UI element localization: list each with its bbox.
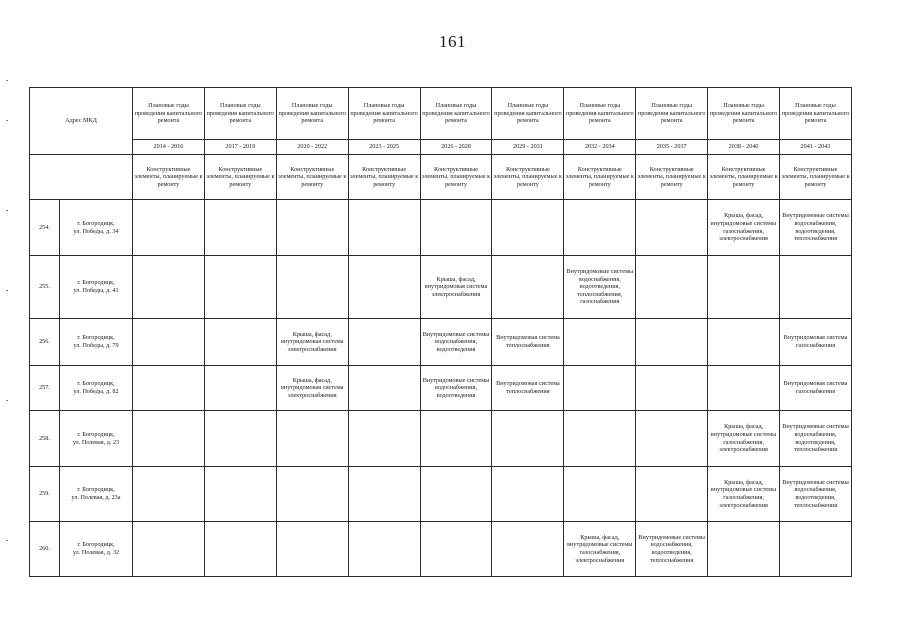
address-line: ул. Полевая, д. 32 [72,549,120,556]
address-cell [60,256,133,319]
address-cell [60,366,133,411]
repair-cell: Внутридомовая система газоснабжения [780,366,852,411]
page-number: 161 [439,32,466,51]
row-number: 256. [30,319,60,366]
repair-cell [564,319,636,366]
address-line: г. Богородицк, [77,430,115,438]
column-header-elements: Конструктивные элементы, планируемые к ремонту [564,155,636,200]
column-header-period: 2026 - 2028 [420,140,492,155]
table-row [30,467,852,522]
address-line: ул. Полевая, д. 23а [71,494,121,501]
repair-cell [204,200,276,256]
repair-cell [204,256,276,319]
repair-cell [204,319,276,366]
repair-cell [636,467,708,522]
column-header-period: 2035 - 2037 [636,140,708,155]
repair-cell [636,366,708,411]
repair-cell [636,200,708,256]
repair-cell: Крыша, фасад, внутридомовые системы газоснабжения, электроснабжения [708,200,780,256]
column-header-planned: Плановые годы проведения капитального ремонта [492,88,564,140]
repair-cell: Внутридомовые системы водоснабжения, водоотведения [420,319,492,366]
column-header-elements: Конструктивные элементы, планируемые к ремонту [204,155,276,200]
repair-cell [133,200,205,256]
column-header-planned: Плановые годы проведения капитального ремонта [564,88,636,140]
address-line: г. Богородицк, [77,541,115,549]
header-row-period [30,140,852,155]
address-line: ул. Победы, д. 41 [73,287,119,294]
repair-cell [492,522,564,577]
repair-cell [420,467,492,522]
repair-cell [708,256,780,319]
address-header-blank [30,155,133,200]
repair-cell [636,256,708,319]
address-line: ул. Полевая, д. 23 [72,438,120,446]
repair-cell: Внутридомовые системы водоснабжения, водоотведения, теплоснабжения [780,200,852,256]
scan-mark [6,80,8,81]
repair-cell: Крыша, фасад, внутридомовые системы газоснабжения, электроснабжения [708,411,780,467]
repair-cell: Крыша, фасад, внутридомовая система электроснабжения [276,366,348,411]
repair-cell [564,366,636,411]
address-line: ул. Победы, д. 82 [73,388,119,395]
repair-cell [420,200,492,256]
address-header: Адрес МКД [30,88,133,155]
repair-cell: Внутридомовые системы водоснабжения, водоотведения, теплоснабжения [780,467,852,522]
repair-cell [708,366,780,411]
repair-cell [133,411,205,467]
repair-cell: Крыша, фасад, внутридомовая система электроснабжения [276,319,348,366]
repair-cell [492,256,564,319]
repair-cell [420,411,492,467]
repair-cell [348,366,420,411]
repair-cell [636,319,708,366]
row-number: 260. [30,522,60,577]
column-header-planned: Плановые годы проведения капитального ремонта [708,88,780,140]
repair-cell: Внутридомовая система газоснабжения [780,319,852,366]
repair-cell [636,411,708,467]
row-number: 259. [30,467,60,522]
address-cell [60,200,133,256]
scan-mark [6,210,8,211]
table-row [30,256,852,319]
repair-cell [564,200,636,256]
column-header-planned: Плановые годы проведения капитального ремонта [133,88,205,140]
scan-mark [6,120,8,121]
column-header-period: 2029 - 2031 [492,140,564,155]
column-header-period: 2014 - 2016 [133,140,205,155]
repair-cell [348,467,420,522]
column-header-elements: Конструктивные элементы, планируемые к ремонту [636,155,708,200]
repair-cell [492,411,564,467]
scan-mark [6,400,8,401]
column-header-elements: Конструктивные элементы, планируемые к ремонту [708,155,780,200]
column-header-elements: Конструктивные элементы, планируемые к ремонту [133,155,205,200]
repair-cell: Внутридомовая система теплоснабжения [492,366,564,411]
repair-cell [492,200,564,256]
repair-cell [276,467,348,522]
column-header-planned: Плановые годы проведения капитального ремонта [636,88,708,140]
scan-mark [6,290,8,291]
repair-cell [276,200,348,256]
column-header-period: 2041 - 2043 [780,140,852,155]
column-header-period: 2038 - 2040 [708,140,780,155]
row-number: 257. [30,366,60,411]
column-header-elements: Конструктивные элементы, планируемые к ремонту [348,155,420,200]
address-line: г. Богородицк, [77,334,115,342]
row-number: 255. [30,256,60,319]
repair-cell [708,319,780,366]
repair-cell [276,411,348,467]
repair-cell [133,319,205,366]
header-row-planned [30,88,852,140]
column-header-period: 2017 - 2019 [204,140,276,155]
repair-cell [133,256,205,319]
repair-cell: Внутридомовые системы водоснабжения, водоотведения, теплоснабжения [780,411,852,467]
repair-cell [276,256,348,319]
repair-cell: Крыша, фасад, внутридомовые системы газоснабжения, электроснабжения [708,467,780,522]
column-header-planned: Плановые годы проведения капитального ремонта [348,88,420,140]
repair-cell: Внутридомовые системы водоснабжения, водоотведения [420,366,492,411]
table-row [30,522,852,577]
table-row [30,366,852,411]
column-header-period: 2032 - 2034 [564,140,636,155]
address-cell [60,522,133,577]
repair-cell [420,522,492,577]
repair-cell: Внутридомовые системы водоснабжения, водоотведения, теплоснабжения, газоснабжения [564,256,636,319]
address-line: ул. Победы, д. 79 [73,342,119,349]
address-cell [60,319,133,366]
repair-cell [133,366,205,411]
column-header-elements: Конструктивные элементы, планируемые к ремонту [492,155,564,200]
repair-cell [204,522,276,577]
address-cell [60,411,133,467]
address-line: г. Богородицк, [77,219,115,227]
column-header-planned: Плановые годы проведения капитального ремонта [276,88,348,140]
column-header-planned: Плановые годы проведения капитального ремонта [420,88,492,140]
column-header-elements: Конструктивные элементы, планируемые к ремонту [420,155,492,200]
repair-cell [708,522,780,577]
repair-cell [133,467,205,522]
repair-cell [204,411,276,467]
column-header-planned: Плановые годы проведения капитального ремонта [204,88,276,140]
repair-cell [348,319,420,366]
column-header-elements: Конструктивные элементы, планируемые к ремонту [780,155,852,200]
header-row-elements [30,155,852,200]
repair-cell [348,256,420,319]
address-line: ул. Победы, д. 34 [73,227,119,235]
repair-cell [564,411,636,467]
address-line: г. Богородицк, [77,486,115,494]
row-number: 258. [30,411,60,467]
repair-cell [780,256,852,319]
column-header-planned: Плановые годы проведения капитального ремонта [780,88,852,140]
table-row [30,411,852,467]
address-line: г. Богородицк, [77,380,115,388]
repair-cell [348,200,420,256]
row-number: 254. [30,200,60,256]
repair-cell: Внутридомовая система теплоснабжения [492,319,564,366]
repair-cell [348,411,420,467]
column-header-period: 2023 - 2025 [348,140,420,155]
capital-repair-table [29,87,852,577]
repair-cell [133,522,205,577]
address-cell [60,467,133,522]
scan-mark [6,540,8,541]
table-row [30,200,852,256]
table-row [30,319,852,366]
repair-cell [204,467,276,522]
address-line: г. Богородицк, [77,279,115,287]
repair-cell: Крыша, фасад, внутридомовые системы газоснабжения, электроснабжения [564,522,636,577]
repair-cell [348,522,420,577]
repair-cell: Крыша, фасад, внутридомовая система электроснабжения [420,256,492,319]
repair-cell [204,366,276,411]
column-header-period: 2020 - 2022 [276,140,348,155]
repair-cell [780,522,852,577]
repair-cell: Внутридомовые системы водоснабжения, водоотведения, теплоснабжения [636,522,708,577]
repair-cell [564,467,636,522]
repair-cell [276,522,348,577]
column-header-elements: Конструктивные элементы, планируемые к ремонту [276,155,348,200]
repair-cell [492,467,564,522]
